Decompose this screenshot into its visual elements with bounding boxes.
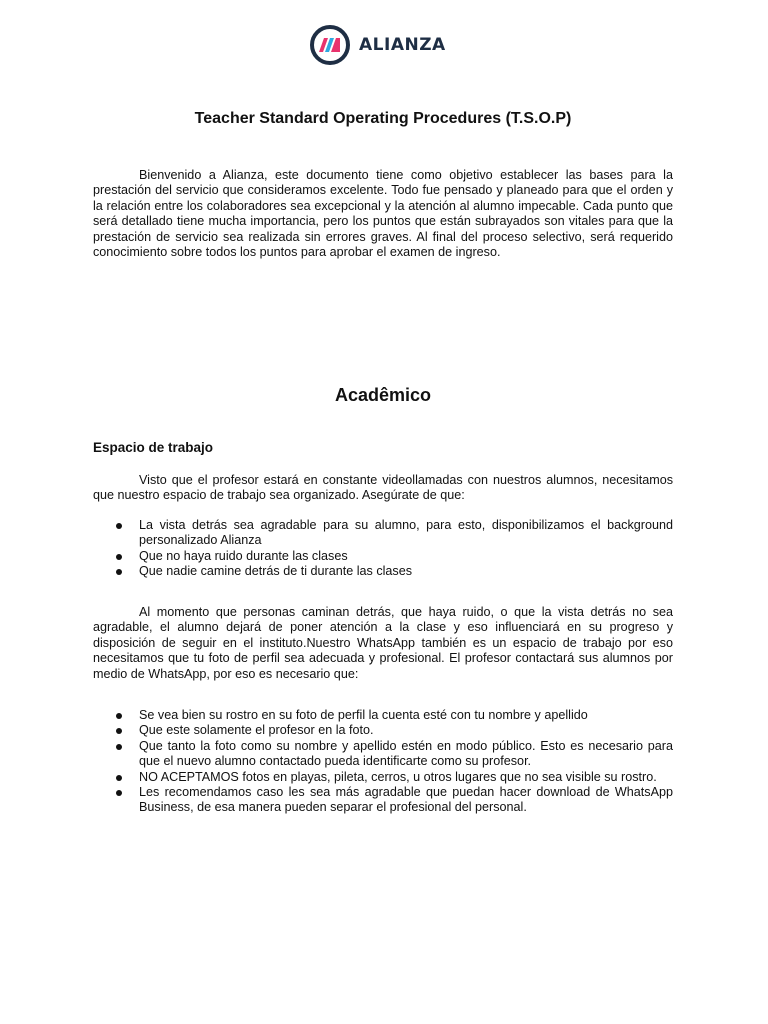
alianza-logo-icon — [309, 24, 351, 66]
bullet-icon — [116, 713, 122, 719]
list-item — [93, 770, 673, 785]
alianza-logo — [309, 24, 446, 66]
list-item-text: Les recomendamos caso les sea más agradable que puedan hacer download de WhatsApp Business, de esa manera pueden separar el profesional del personal. — [139, 785, 673, 815]
logo-text: ALIANZA — [359, 35, 446, 55]
list-item-text: La vista detrás sea agradable para su alumno, para esto, disponibilizamos el background personalizado Alianza — [139, 518, 673, 548]
list-item-text: Que no haya ruido durante las clases — [139, 548, 348, 563]
whatsapp-paragraph: Al momento que personas caminan detrás, que haya ruido, o que la vista detrás no sea agradable, el alumno dejará de poner atención a la clase y eso influenciará en su progreso y disposición de seguir en el instituto.Nuestro WhatsApp también es un espacio de trabajo por eso necesitamos que tu foto de perfil sea adecuada y profesional. El profesor contactará sus alumnos por medio de WhatsApp, por eso es necesario que: — [93, 605, 673, 681]
workspace-list — [93, 518, 673, 580]
list-item-text: Se vea bien su rostro en su foto de perfil la cuenta esté con tu nombre y apellido — [139, 708, 588, 722]
list-item — [93, 549, 673, 564]
bullet-icon — [116, 523, 122, 529]
list-item — [93, 739, 673, 770]
subsection-title: Espacio de trabajo — [93, 440, 214, 455]
bullet-icon — [116, 790, 122, 796]
bullet-icon — [116, 744, 122, 750]
bullet-icon — [116, 569, 122, 575]
list-item — [93, 708, 673, 723]
intro-paragraph: Bienvenido a Alianza, este documento tiene como objetivo establecer las bases para la prestación del servicio que consideramos excelente. Todo fue pensado y planeado para que el orden y la relación entre los colaboradores sea excepcional y la atención al alumno impecable. Cada punto que será detallado tiene mucha importancia, pero los puntos que están subrayados son vitales para que la prestación de servicio sea realizada sin errores graves. Al final del proceso selectivo, será requerido conocimiento sobre todos los puntos para aprobar el examen de ingreso. — [93, 168, 673, 260]
list-item-text: Que este solamente el profesor en la foto. — [139, 723, 374, 738]
bullet-icon — [116, 728, 122, 734]
bullet-icon — [116, 775, 122, 781]
list-item — [93, 785, 673, 816]
list-item-text: Que nadie camine detrás de ti durante las clases — [139, 564, 413, 579]
bullet-icon — [116, 554, 122, 560]
list-item-text: Que tanto la foto como su nombre y apellido estén en modo público. Esto es necesario para que el nuevo alumno contactado pueda identificarte como su profesor. — [139, 738, 673, 769]
document-title: Teacher Standard Operating Procedures (T.S.O.P) — [194, 110, 572, 127]
workspace-paragraph: Visto que el profesor estará en constante videollamadas con nuestros alumnos, necesitamos que nuestro espacio de trabajo sea organizado. Asegúrate de que: — [93, 473, 673, 503]
list-item — [93, 564, 673, 579]
list-item-text: NO ACEPTAMOS fotos en playas, pileta, cerros, u otros lugares que no sea visible su rostro. — [139, 769, 657, 784]
section-title: Acadêmico — [334, 385, 432, 405]
list-item — [93, 723, 673, 738]
whatsapp-list — [93, 708, 673, 816]
list-item — [93, 518, 673, 549]
